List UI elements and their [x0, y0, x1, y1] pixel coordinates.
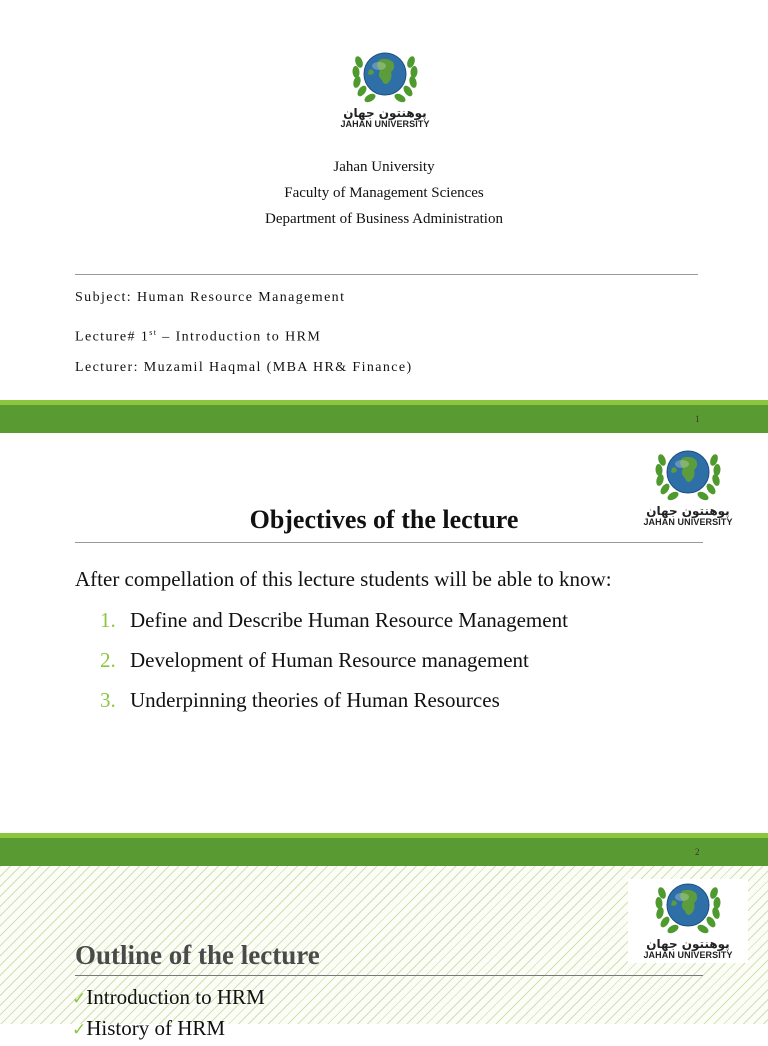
- title-underline: [75, 975, 703, 976]
- list-item: [100, 685, 568, 725]
- footer-band-highlight: [0, 833, 768, 838]
- list-number: 3.: [100, 688, 116, 712]
- logo-arabic-text: پوهنتون جهان: [343, 106, 427, 120]
- institution-lines: [0, 154, 768, 232]
- list-number: 2.: [100, 648, 116, 672]
- checkmark-icon: ✓: [72, 989, 87, 1009]
- logo-university-name: JAHAN UNIVERSITY: [643, 517, 733, 527]
- jahan-university-logo: [628, 879, 748, 963]
- slide-title: Objectives of the lecture: [249, 505, 519, 534]
- objectives-slide: [0, 433, 768, 833]
- list-item-text: Underpinning theories of Human Resources: [130, 688, 500, 712]
- slide-footer-band: [0, 833, 768, 866]
- lecture-meta: [75, 280, 413, 385]
- lecture-number: Lecture# 1: [75, 329, 150, 345]
- logo-university-name: JAHAN UNIVERSITY: [643, 950, 733, 960]
- subject-line: Subject: Human Resource Management: [75, 290, 346, 305]
- department-name: Department of Business Administration: [265, 211, 503, 227]
- globe-laurel-emblem-icon: [349, 48, 421, 106]
- lecture-ordinal: st: [149, 328, 158, 337]
- lecture-line: [75, 315, 413, 350]
- outline-slide: [0, 866, 768, 1040]
- list-item-text: Define and Describe Human Resource Management: [130, 608, 568, 632]
- outline-list: [72, 982, 265, 1044]
- list-item: [72, 982, 265, 1013]
- page-number: 2: [695, 847, 700, 857]
- globe-laurel-emblem-icon: [652, 879, 724, 937]
- page-number: 1: [695, 414, 700, 424]
- list-item: [100, 605, 568, 645]
- lecture-topic: – Introduction to HRM: [157, 329, 322, 345]
- title-underline: [75, 542, 703, 543]
- list-item-text: Introduction to HRM: [86, 985, 265, 1009]
- logo-university-name: JAHAN UNIVERSITY: [340, 119, 430, 129]
- jahan-university-logo: [325, 48, 445, 130]
- checkmark-icon: ✓: [72, 1020, 87, 1040]
- footer-band-highlight: [0, 400, 768, 405]
- slide-title: Outline of the lecture: [75, 940, 320, 970]
- slide-footer-band: [0, 400, 768, 433]
- globe-laurel-emblem-icon: [652, 446, 724, 504]
- faculty-name: Faculty of Management Sciences: [284, 185, 484, 201]
- lecturer-line: Lecturer: Muzamil Haqmal (MBA HR& Finance): [75, 360, 413, 375]
- list-number: 1.: [100, 608, 116, 632]
- list-item-text: Development of Human Resource management: [130, 648, 529, 672]
- list-item: [100, 645, 568, 685]
- list-item: [72, 1013, 265, 1044]
- divider-line: [75, 274, 698, 275]
- lead-text: After compellation of this lecture students will be able to know:: [75, 567, 612, 591]
- university-name: Jahan University: [333, 159, 435, 175]
- list-item-text: History of HRM: [86, 1016, 226, 1040]
- objectives-list: [100, 605, 568, 725]
- logo-arabic-text: پوهنتون جهان: [646, 504, 730, 518]
- title-slide: [0, 0, 768, 400]
- logo-arabic-text: پوهنتون جهان: [646, 937, 730, 951]
